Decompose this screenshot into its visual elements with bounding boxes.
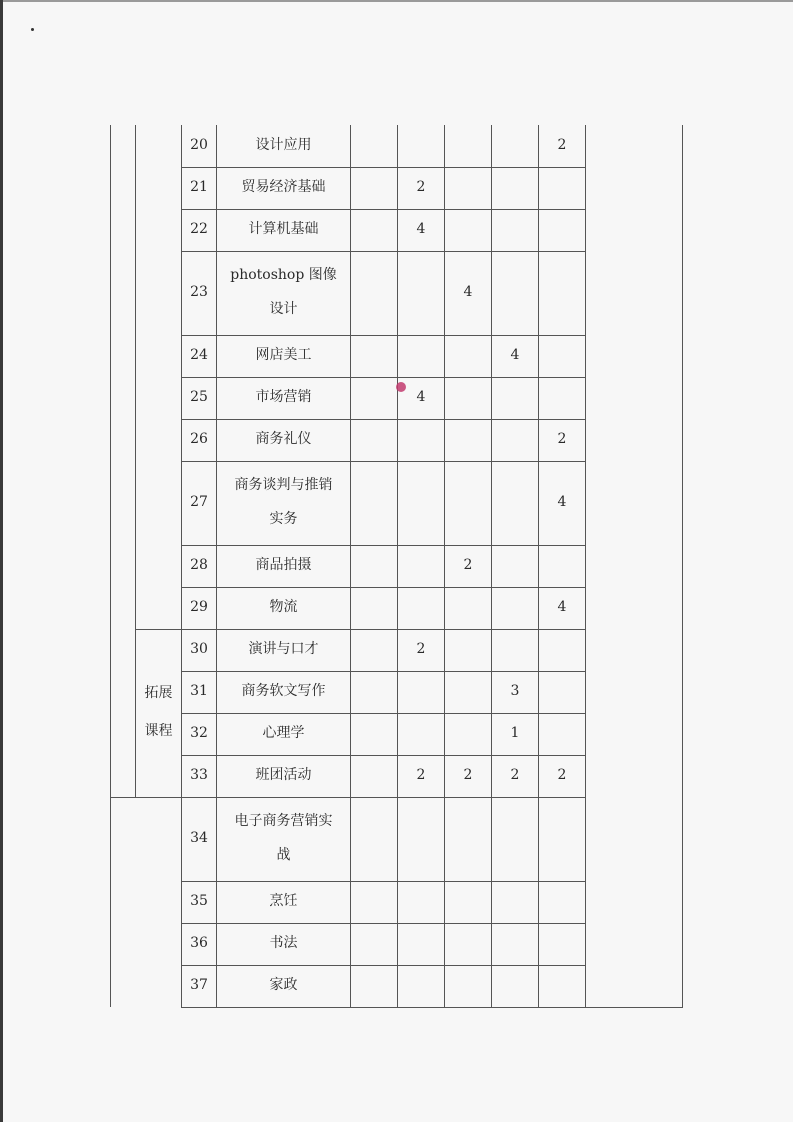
value-cell xyxy=(539,923,586,965)
value-cell: 2 xyxy=(539,755,586,797)
value-cell xyxy=(539,335,586,377)
value-cell: 4 xyxy=(398,209,445,251)
value-cell xyxy=(351,671,398,713)
value-cell xyxy=(492,923,539,965)
value-cell: 2 xyxy=(398,167,445,209)
row-number: 33 xyxy=(182,755,217,797)
value-cell xyxy=(398,545,445,587)
value-cell xyxy=(398,965,445,1007)
value-cell xyxy=(351,755,398,797)
row-number: 23 xyxy=(182,251,217,335)
course-name: 演讲与口才 xyxy=(217,629,351,671)
value-cell xyxy=(445,209,492,251)
value-cell: 1 xyxy=(492,713,539,755)
course-name: 网店美工 xyxy=(217,335,351,377)
value-cell: 2 xyxy=(445,755,492,797)
value-cell xyxy=(351,965,398,1007)
remarks-cell xyxy=(586,125,683,1007)
category-cell-other xyxy=(111,797,182,1007)
course-name: 商务礼仪 xyxy=(217,419,351,461)
value-cell: 2 xyxy=(539,419,586,461)
course-name: photoshop 图像 设计 xyxy=(217,251,351,335)
row-number: 21 xyxy=(182,167,217,209)
value-cell: 4 xyxy=(398,377,445,419)
row-number: 22 xyxy=(182,209,217,251)
value-cell xyxy=(351,923,398,965)
value-cell xyxy=(492,965,539,1007)
row-number: 29 xyxy=(182,587,217,629)
value-cell xyxy=(351,881,398,923)
value-cell xyxy=(445,923,492,965)
value-cell xyxy=(445,587,492,629)
value-cell: 2 xyxy=(492,755,539,797)
category-cell-extension: 拓展 课程 xyxy=(136,629,182,797)
value-cell xyxy=(492,167,539,209)
value-cell xyxy=(445,713,492,755)
value-cell xyxy=(492,251,539,335)
row-number: 24 xyxy=(182,335,217,377)
value-cell: 4 xyxy=(445,251,492,335)
course-name: 设计应用 xyxy=(217,125,351,167)
row-number: 28 xyxy=(182,545,217,587)
value-cell xyxy=(445,167,492,209)
row-number: 34 xyxy=(182,797,217,881)
value-cell xyxy=(539,167,586,209)
course-name: 书法 xyxy=(217,923,351,965)
value-cell xyxy=(492,125,539,167)
value-cell: 4 xyxy=(492,335,539,377)
value-cell xyxy=(539,671,586,713)
row-number: 37 xyxy=(182,965,217,1007)
row-number: 32 xyxy=(182,713,217,755)
value-cell xyxy=(351,125,398,167)
course-name: 烹饪 xyxy=(217,881,351,923)
row-number: 30 xyxy=(182,629,217,671)
value-cell xyxy=(539,881,586,923)
value-cell: 2 xyxy=(539,125,586,167)
value-cell xyxy=(539,209,586,251)
value-cell xyxy=(539,713,586,755)
value-cell xyxy=(351,335,398,377)
value-cell xyxy=(539,965,586,1007)
course-name: 心理学 xyxy=(217,713,351,755)
value-cell xyxy=(445,461,492,545)
value-cell xyxy=(398,335,445,377)
row-number: 20 xyxy=(182,125,217,167)
value-cell xyxy=(445,965,492,1007)
value-cell xyxy=(351,251,398,335)
value-cell: 3 xyxy=(492,671,539,713)
value-cell xyxy=(351,587,398,629)
value-cell xyxy=(398,713,445,755)
row-number: 31 xyxy=(182,671,217,713)
value-cell xyxy=(398,251,445,335)
value-cell xyxy=(351,167,398,209)
value-cell xyxy=(492,461,539,545)
row-number: 35 xyxy=(182,881,217,923)
value-cell xyxy=(351,797,398,881)
value-cell xyxy=(351,209,398,251)
value-cell xyxy=(445,797,492,881)
row-number: 27 xyxy=(182,461,217,545)
value-cell xyxy=(492,545,539,587)
value-cell xyxy=(398,671,445,713)
value-cell xyxy=(539,251,586,335)
value-cell xyxy=(492,797,539,881)
value-cell xyxy=(351,545,398,587)
row-number: 25 xyxy=(182,377,217,419)
value-cell xyxy=(398,881,445,923)
course-name: 商品拍摄 xyxy=(217,545,351,587)
value-cell xyxy=(492,209,539,251)
value-cell xyxy=(445,125,492,167)
value-cell xyxy=(539,377,586,419)
value-cell xyxy=(492,377,539,419)
value-cell xyxy=(398,587,445,629)
value-cell xyxy=(445,419,492,461)
value-cell: 4 xyxy=(539,461,586,545)
value-cell xyxy=(398,797,445,881)
value-cell xyxy=(351,713,398,755)
outer-category-cell xyxy=(111,125,136,797)
value-cell xyxy=(351,419,398,461)
course-name: 家政 xyxy=(217,965,351,1007)
value-cell: 2 xyxy=(398,629,445,671)
value-cell xyxy=(539,545,586,587)
table-row xyxy=(111,125,683,167)
value-cell xyxy=(351,377,398,419)
row-number: 26 xyxy=(182,419,217,461)
row-number: 36 xyxy=(182,923,217,965)
course-name: 计算机基础 xyxy=(217,209,351,251)
value-cell xyxy=(492,419,539,461)
value-cell xyxy=(539,629,586,671)
value-cell xyxy=(351,629,398,671)
course-name: 班团活动 xyxy=(217,755,351,797)
value-cell xyxy=(351,461,398,545)
value-cell xyxy=(445,881,492,923)
course-name: 贸易经济基础 xyxy=(217,167,351,209)
value-cell: 2 xyxy=(398,755,445,797)
course-name: 商务软文写作 xyxy=(217,671,351,713)
value-cell xyxy=(445,377,492,419)
value-cell xyxy=(492,629,539,671)
course-name: 商务谈判与推销 实务 xyxy=(217,461,351,545)
value-cell xyxy=(445,671,492,713)
value-cell xyxy=(398,419,445,461)
value-cell xyxy=(398,125,445,167)
course-schedule-table xyxy=(110,125,683,1008)
value-cell xyxy=(398,923,445,965)
category-cell-professional xyxy=(136,125,182,629)
value-cell xyxy=(445,629,492,671)
ink-mark xyxy=(396,382,406,392)
course-name: 电子商务营销实 战 xyxy=(217,797,351,881)
value-cell xyxy=(492,587,539,629)
value-cell: 2 xyxy=(445,545,492,587)
course-name: 物流 xyxy=(217,587,351,629)
value-cell xyxy=(492,881,539,923)
value-cell xyxy=(539,797,586,881)
value-cell xyxy=(398,461,445,545)
course-name: 市场营销 xyxy=(217,377,351,419)
value-cell: 4 xyxy=(539,587,586,629)
value-cell xyxy=(445,335,492,377)
